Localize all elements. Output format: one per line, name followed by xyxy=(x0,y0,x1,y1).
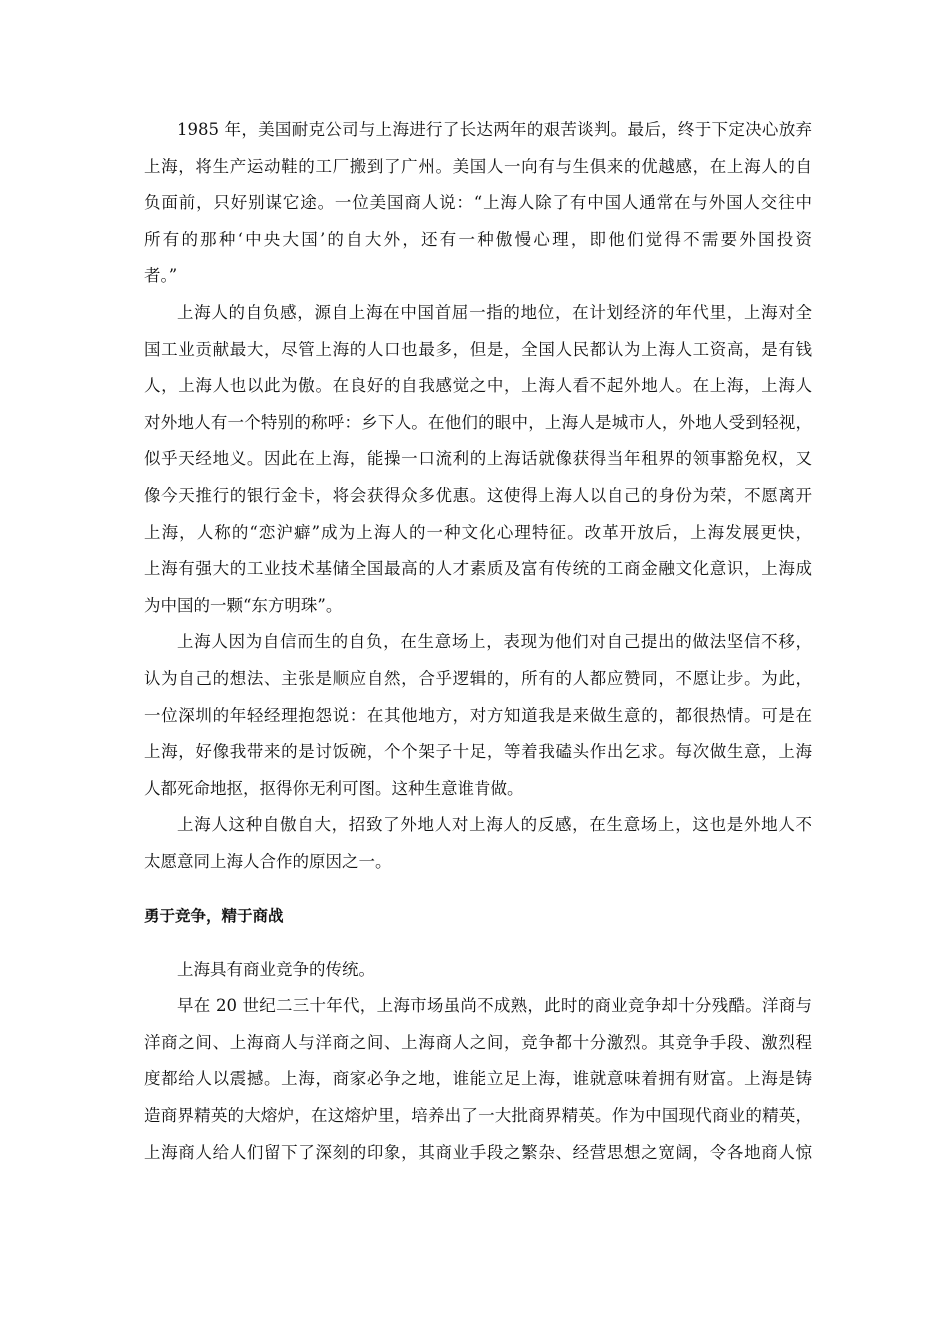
text-line: 造商界精英的大熔炉，在这熔炉里，培养出了一大批商界精英。作为中国现代商业的精英， xyxy=(144,1106,812,1126)
text-line: 洋商之间、上海商人与洋商之间、上海商人之间，竞争都十分激烈。其竞争手段、激烈程 xyxy=(144,1032,812,1052)
text-line: 对外地人有一个特别的称呼：乡下人。在他们的眼中，上海人是城市人，外地人受到轻视， xyxy=(144,412,812,432)
text-line: 上海人这种自傲自大，招致了外地人对上海人的反感，在生意场上，这也是外地人不 xyxy=(177,815,812,835)
text-line: 1985 年，美国耐克公司与上海进行了长达两年的艰苦谈判。最后，终于下定决心放弃 xyxy=(177,120,812,139)
document-body xyxy=(144,112,812,1171)
text-line: 似乎天经地义。因此在上海，能操一口流利的上海话就像获得当年租界的领事豁免权，又 xyxy=(144,449,812,469)
text-line: 上海，人称的“恋沪癖”成为上海人的一种文化心理特征。改革开放后，上海发展更快， xyxy=(144,522,812,542)
paragraph-shanghai-pride xyxy=(144,295,812,624)
section-spacer xyxy=(144,934,812,951)
text-line: 国工业贡献最大，尽管上海的人口也最多，但是，全国人民都认为上海人工资高，是有钱 xyxy=(144,339,812,359)
text-line: 负面前，只好别谋它途。一位美国商人说：“上海人除了有中国人通常在与外国人交往中 xyxy=(144,193,812,213)
text-line: 上海人因为自信而生的自负，在生意场上，表现为他们对自己提出的做法坚信不移， xyxy=(177,632,812,652)
text-line: 太愿意同上海人合作的原因之一。 xyxy=(144,851,392,871)
text-line: 所有的那种‘中央大国’的自大外，还有一种傲慢心理，即他们觉得不需要外国投资 xyxy=(144,229,812,249)
paragraph-outsider-resentment xyxy=(144,807,812,880)
text-line: 上海人的自负感，源自上海在中国首屈一指的地位，在计划经济的年代里，上海对全 xyxy=(177,302,812,322)
text-line: 上海有强大的工业技术基储全国最高的人才素质及富有传统的工商金融文化意识，上海成 xyxy=(144,559,812,579)
text-line: 度都给人以震撼。上海，商家必争之地，谁能立足上海，谁就意味着拥有财富。上海是铸 xyxy=(144,1069,812,1089)
text-line: 上海，好像我带来的是讨饭碗，个个架子十足，等着我磕头作出乞求。每次做生意，上海 xyxy=(144,742,812,762)
text-line: 早在 20 世纪二三十年代，上海市场虽尚不成熟，此时的商业竞争却十分残酷。洋商与 xyxy=(177,996,812,1016)
text-line: 上海，将生产运动鞋的工厂搬到了广州。美国人一向有与生俱来的优越感，在上海人的自 xyxy=(144,156,812,176)
paragraph-business-arrogance xyxy=(144,624,812,807)
text-line: 人都死命地抠，抠得你无利可图。这种生意谁肯做。 xyxy=(144,778,524,798)
paragraph-nike-negotiation xyxy=(144,112,812,295)
paragraph-1920s-competition xyxy=(144,988,812,1171)
text-line: 像今天推行的银行金卡，将会获得众多优惠。这使得上海人以自己的身份为荣，不愿离开 xyxy=(144,485,812,505)
text-line: 认为自己的想法、主张是顺应自然，合乎逻辑的，所有的人都应赞同，不愿让步。为此， xyxy=(144,668,812,688)
text-line: 一位深圳的年轻经理抱怨说：在其他地方，对方知道我是来做生意的，都很热情。可是在 xyxy=(144,705,812,725)
section-heading: 勇于竞争，精于商战 xyxy=(144,906,284,925)
text-line: 者。” xyxy=(144,266,178,286)
text-line: 上海具有商业竞争的传统。 xyxy=(177,959,375,979)
paragraph-competition-tradition xyxy=(144,952,812,989)
text-line: 上海商人给人们留下了深刻的印象，其商业手段之繁杂、经营思想之宽阔，令各地商人惊 xyxy=(144,1142,812,1162)
text-line: 为中国的一颗“东方明珠”。 xyxy=(144,595,343,615)
section-spacer xyxy=(144,880,812,897)
text-line: 人，上海人也以此为傲。在良好的自我感觉之中，上海人看不起外地人。在上海，上海人 xyxy=(144,376,812,396)
